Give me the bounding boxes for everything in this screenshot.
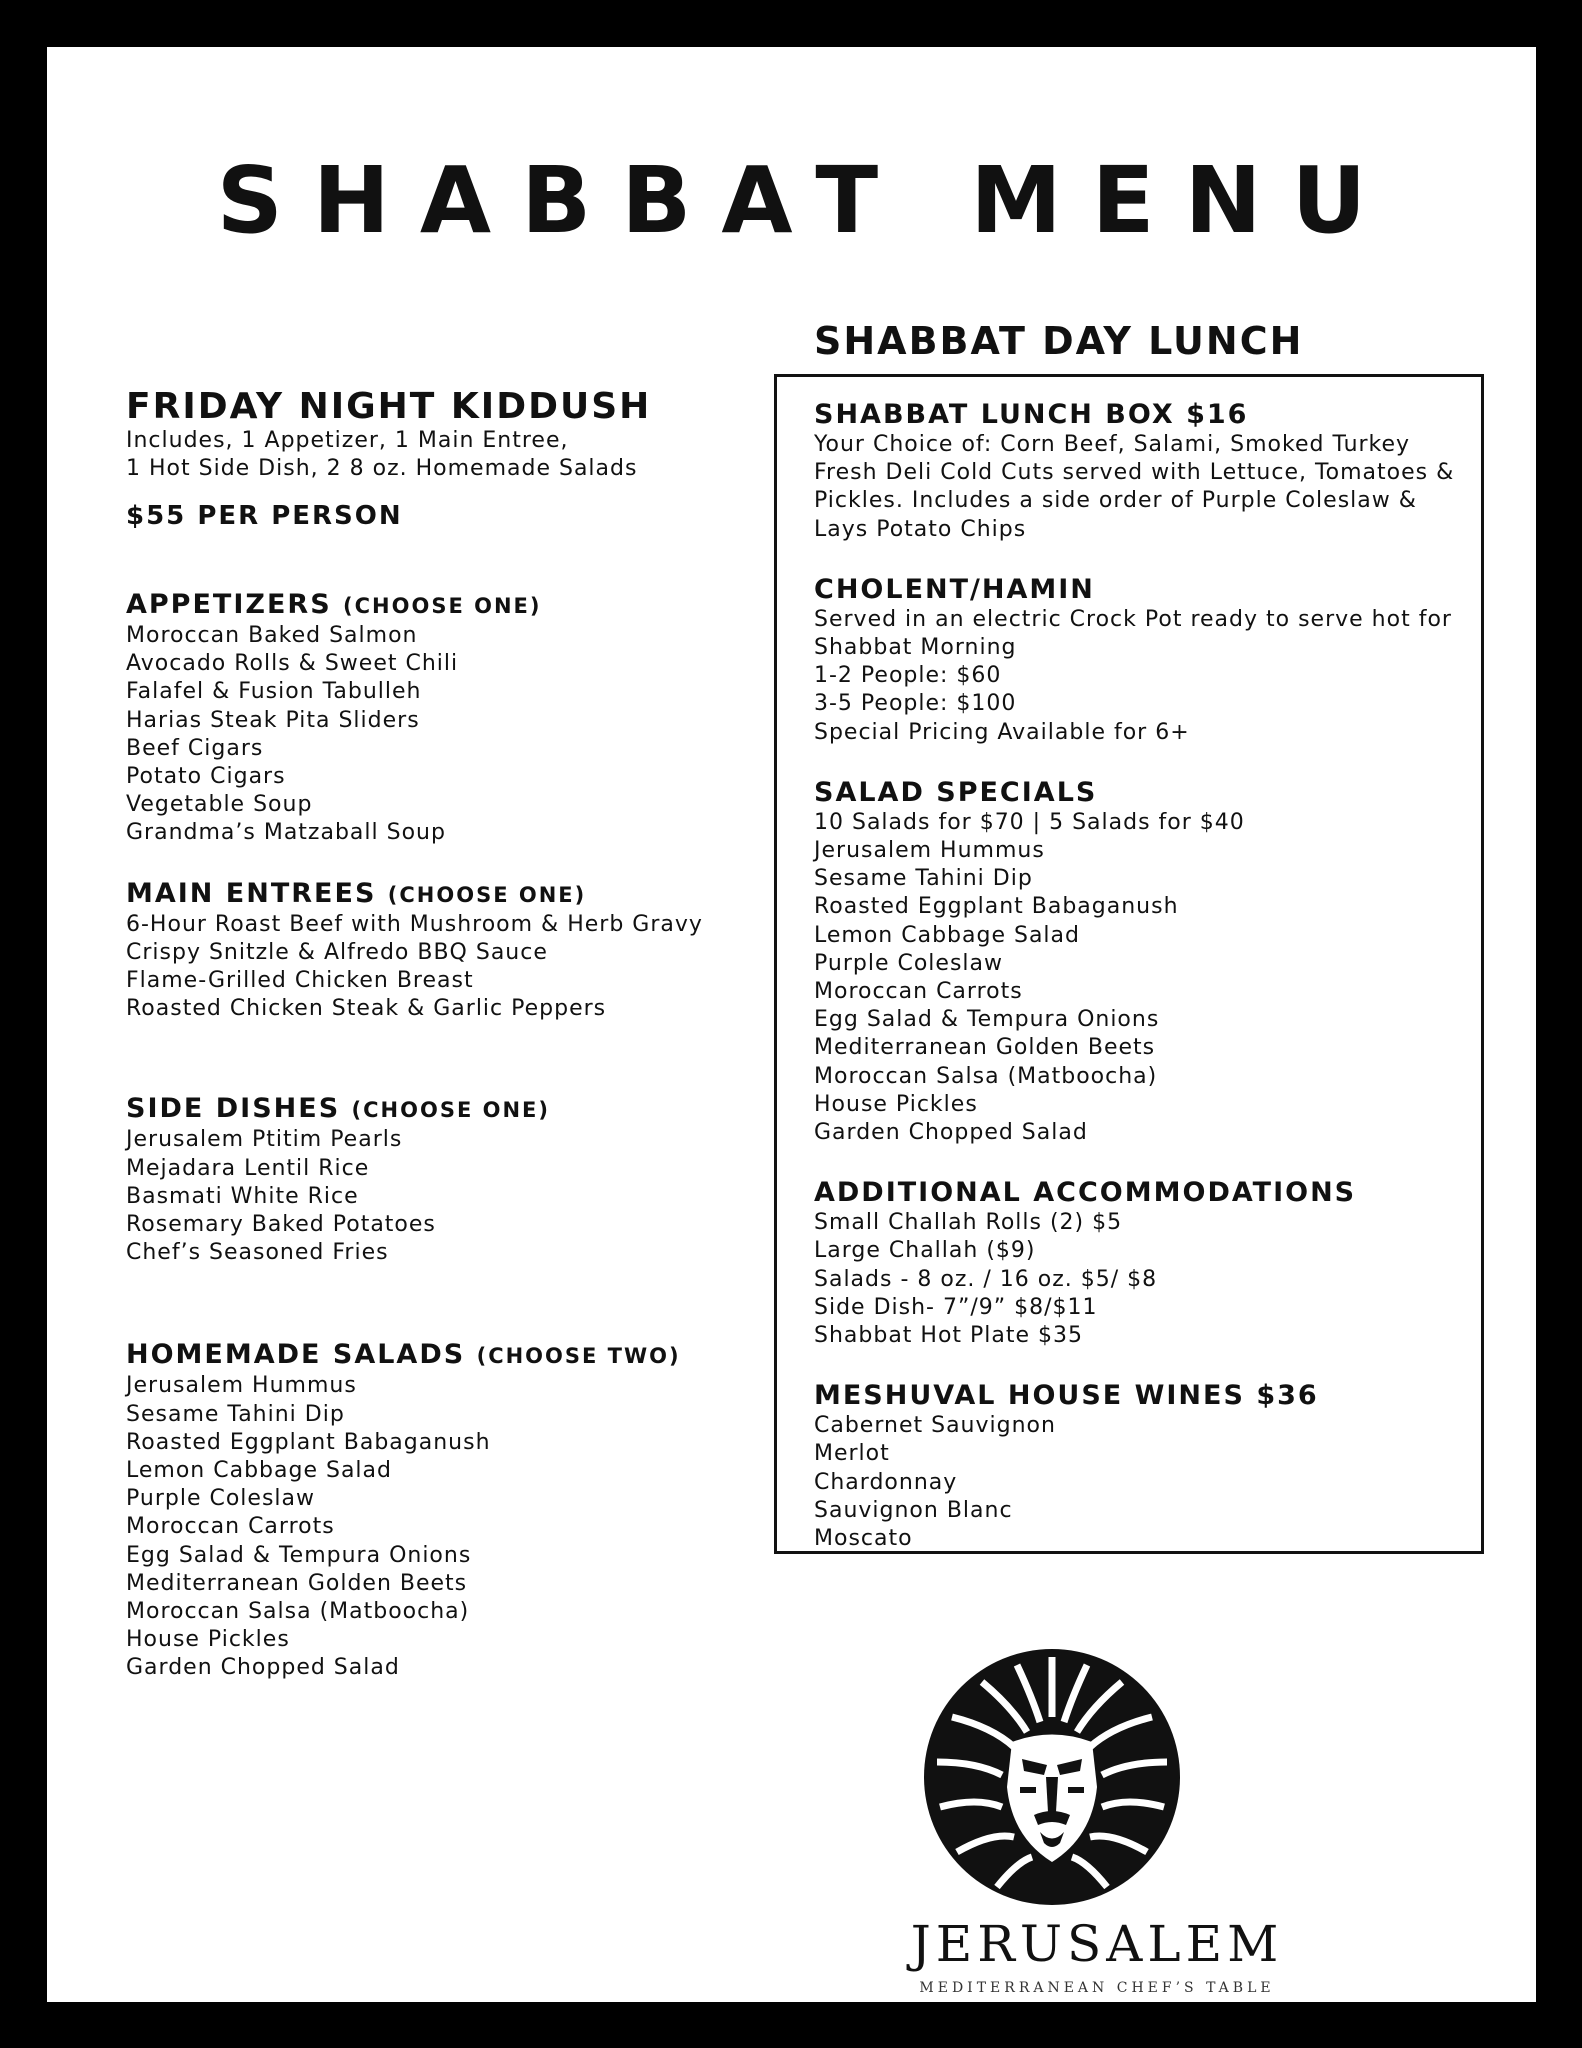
list-item: Large Challah ($9) (814, 1238, 1036, 1264)
sides-heading: SIDE DISHES (CHOOSE ONE) (126, 1093, 550, 1125)
salads-heading: HOMEMADE SALADS (CHOOSE TWO) (126, 1339, 681, 1371)
specials-lines (814, 809, 1474, 1147)
list-item: 3-5 People: $100 (814, 691, 1017, 717)
entrees-heading: MAIN ENTREES (CHOOSE ONE) (126, 877, 587, 909)
list-item: Purple Coleslaw (814, 950, 1003, 976)
list-item: Roasted Eggplant Babaganush (814, 894, 1179, 920)
list-item: Sauvignon Blanc (814, 1497, 1013, 1523)
lunch-column (814, 399, 1474, 1553)
appetizers-note: (CHOOSE ONE) (343, 594, 542, 618)
cholent-heading: CHOLENT/HAMIN (814, 573, 1095, 605)
list-item: Avocado Rolls & Sweet Chili (126, 651, 459, 677)
accommodations-lines (814, 1209, 1474, 1350)
entrees-section (126, 878, 746, 1024)
list-item: Purple Coleslaw (126, 1486, 315, 1512)
list-item: Moscato (814, 1526, 913, 1552)
specials-heading: SALAD SPECIALS (814, 776, 1098, 808)
entrees-list (126, 911, 746, 1024)
list-item: Pickles. Includes a side order of Purple Coleslaw & (814, 488, 1417, 514)
list-item: Fresh Deli Cold Cuts served with Lettuce, Tomatoes & (814, 460, 1455, 486)
list-item: Grandma’s Matzaball Soup (126, 820, 446, 846)
list-item: Jerusalem Ptitim Pearls (126, 1127, 403, 1153)
list-item: Jerusalem Hummus (814, 838, 1045, 864)
list-item: Mejadara Lentil Rice (126, 1155, 370, 1181)
salads-note: (CHOOSE TWO) (476, 1344, 681, 1369)
list-item: Basmati White Rice (126, 1183, 359, 1209)
lunch-box-lines (814, 431, 1474, 544)
specials-section (814, 777, 1474, 1147)
list-item: Lays Potato Chips (814, 516, 1027, 542)
appetizers-list (126, 622, 746, 848)
list-item: Potato Cigars (126, 764, 286, 790)
list-item: 10 Salads for $70 | 5 Salads for $40 (814, 809, 1245, 835)
kiddush-desc-line: 1 Hot Side Dish, 2 8 oz. Homemade Salads (126, 456, 638, 481)
list-item: Garden Chopped Salad (126, 1655, 400, 1681)
sides-note: (CHOOSE ONE) (351, 1098, 550, 1123)
lunch-box-heading: SHABBAT LUNCH BOX $16 (814, 399, 1249, 430)
brand-tagline: MEDITERRANEAN CHEF’S TABLE (919, 1980, 1275, 1996)
kiddush-column (126, 387, 746, 1683)
list-item: Cabernet Sauvignon (814, 1413, 1056, 1439)
page-title: SHABBAT MENU (216, 147, 1397, 254)
list-item: Crispy Snitzle & Alfredo BBQ Sauce (126, 939, 548, 965)
kiddush-heading: FRIDAY NIGHT KIDDUSH (126, 386, 652, 427)
list-item: Egg Salad & Tempura Onions (814, 1007, 1160, 1033)
menu-sheet (47, 47, 1536, 2002)
list-item: Sesame Tahini Dip (814, 866, 1033, 892)
list-item: Salads - 8 oz. / 16 oz. $5/ $8 (814, 1266, 1158, 1292)
list-item: Side Dish- 7”/9” $8/$11 (814, 1294, 1098, 1320)
list-item: Chardonnay (814, 1469, 958, 1495)
list-item: Rosemary Baked Potatoes (126, 1212, 436, 1238)
list-item: Moroccan Salsa (Matboocha) (126, 1599, 470, 1625)
cholent-section (814, 574, 1474, 747)
list-item: Moroccan Carrots (126, 1514, 335, 1540)
list-item: Served in an electric Crock Pot ready to serve hot for (814, 606, 1452, 632)
appetizers-heading: APPETIZERS (CHOOSE ONE) (126, 589, 542, 620)
sides-section (126, 1093, 746, 1267)
kiddush-desc-line: Includes, 1 Appetizer, 1 Main Entree, (126, 428, 569, 453)
appetizers-section (126, 589, 746, 848)
cholent-lines (814, 606, 1474, 747)
list-item: Vegetable Soup (126, 792, 313, 818)
list-item: Sesame Tahini Dip (126, 1401, 345, 1427)
kiddush-price: $55 PER PERSON (126, 501, 403, 531)
wines-heading: MESHUVAL HOUSE WINES $36 (814, 1380, 1319, 1412)
kiddush-section (126, 387, 746, 531)
list-item: Moroccan Carrots (814, 979, 1023, 1005)
list-item: 1-2 People: $60 (814, 663, 1002, 689)
lunch-heading: SHABBAT DAY LUNCH (814, 319, 1304, 363)
list-item: Shabbat Hot Plate $35 (814, 1323, 1084, 1349)
list-item: Your Choice of: Corn Beef, Salami, Smoked Turkey (814, 432, 1411, 457)
list-item: House Pickles (814, 1091, 978, 1117)
list-item: Flame-Grilled Chicken Breast (126, 968, 474, 994)
list-item: Special Pricing Available for 6+ (814, 719, 1190, 745)
wines-lines (814, 1412, 1474, 1553)
brand-name: JERUSALEM (910, 1915, 1284, 1973)
list-item: Merlot (814, 1441, 890, 1467)
sides-list (126, 1126, 746, 1267)
list-item: Beef Cigars (126, 735, 264, 761)
list-item: Shabbat Morning (814, 635, 1017, 661)
list-item: Lemon Cabbage Salad (814, 922, 1080, 948)
list-item: Roasted Chicken Steak & Garlic Peppers (126, 996, 607, 1022)
list-item: Roasted Eggplant Babaganush (126, 1429, 491, 1455)
lion-head-icon (922, 1647, 1182, 1907)
entrees-note: (CHOOSE ONE) (387, 882, 587, 907)
salads-section (126, 1339, 746, 1682)
list-item: Garden Chopped Salad (814, 1120, 1088, 1146)
list-item: Small Challah Rolls (2) $5 (814, 1210, 1123, 1236)
list-item: House Pickles (126, 1627, 290, 1653)
accommodations-section (814, 1177, 1474, 1350)
accommodations-heading: ADDITIONAL ACCOMMODATIONS (814, 1177, 1357, 1209)
list-item: Moroccan Baked Salmon (126, 623, 418, 648)
lunch-box-section (814, 399, 1474, 544)
list-item: Lemon Cabbage Salad (126, 1458, 392, 1484)
list-item: 6-Hour Roast Beef with Mushroom & Herb Gravy (126, 911, 703, 937)
list-item: Harias Steak Pita Sliders (126, 707, 420, 733)
list-item: Mediterranean Golden Beets (814, 1035, 1156, 1061)
list-item: Mediterranean Golden Beets (126, 1570, 468, 1596)
wines-section (814, 1380, 1474, 1553)
list-item: Jerusalem Hummus (126, 1373, 357, 1399)
salads-list (126, 1372, 746, 1682)
list-item: Falafel & Fusion Tabulleh (126, 679, 422, 705)
list-item: Egg Salad & Tempura Onions (126, 1542, 472, 1568)
list-item: Chef’s Seasoned Fries (126, 1240, 389, 1266)
list-item: Moroccan Salsa (Matboocha) (814, 1063, 1158, 1089)
